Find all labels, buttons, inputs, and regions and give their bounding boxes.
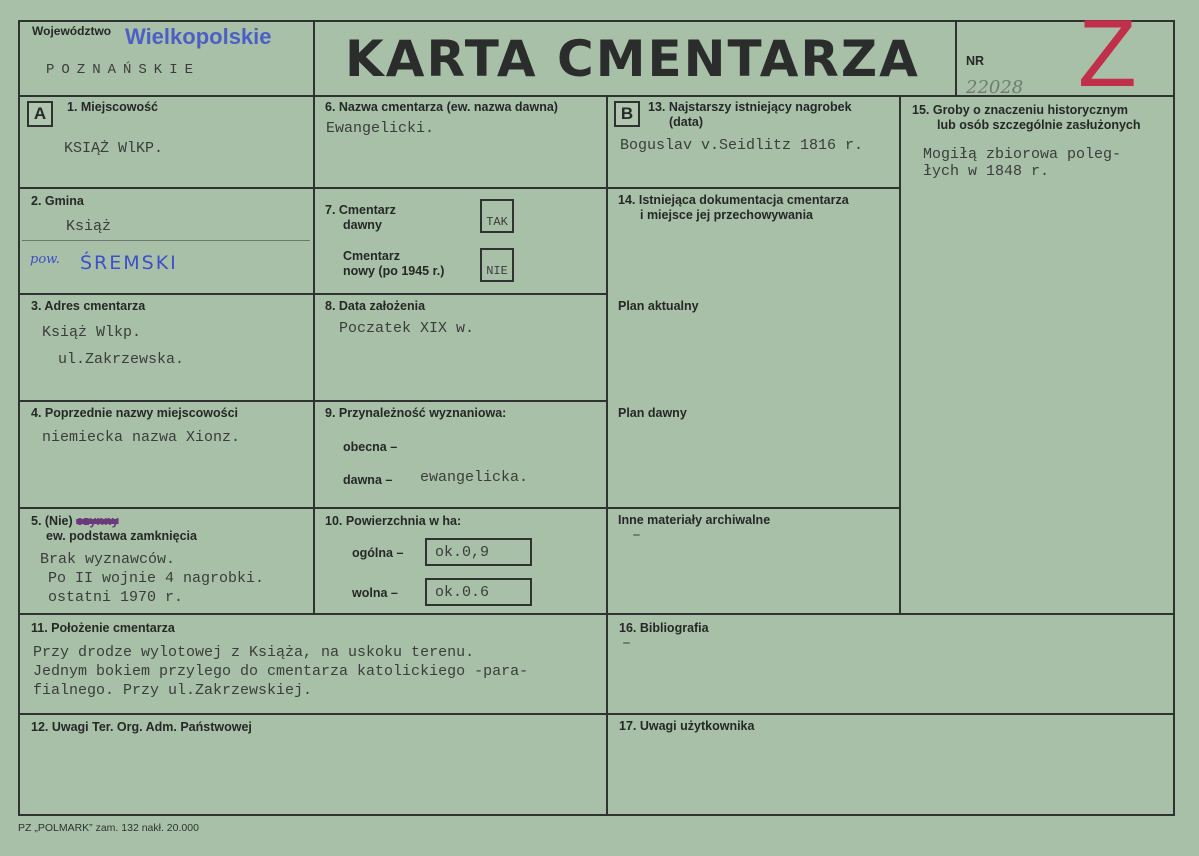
field-2-label: 2. Gmina <box>31 194 84 208</box>
wojewodztwo-label: Województwo <box>32 24 112 38</box>
field-8-label: 8. Data założenia <box>325 299 426 313</box>
field-6-value: Ewangelicki. <box>326 120 435 137</box>
field-12-label: 12. Uwagi Ter. Org. Adm. Państwowej <box>31 720 252 734</box>
divider <box>899 95 901 614</box>
divider <box>18 613 1175 615</box>
field-14-label-2: i miejsce jej przechowywania <box>640 208 813 222</box>
divider <box>18 400 608 402</box>
other-materials-value: – <box>632 527 642 544</box>
field-6-label: 6. Nazwa cmentarza (ew. nazwa dawna) <box>325 100 558 114</box>
field-5-label <box>31 514 119 529</box>
field-3-line: ul.Zakrzewska. <box>58 351 185 368</box>
field-11-label: 11. Położenie cmentarza <box>31 621 175 635</box>
divider <box>606 187 901 189</box>
frame-right <box>1173 20 1175 816</box>
divider <box>18 713 1175 715</box>
divider <box>22 240 310 241</box>
nr-label: NR <box>966 54 985 68</box>
field-3-label: 3. Adres cmentarza <box>31 299 146 313</box>
field-2-value: Książ <box>66 218 112 235</box>
field-10-label: 10. Powierzchnia w ha: <box>325 514 462 528</box>
field-5-label-struck: czynny <box>76 514 119 528</box>
frame-bottom <box>18 814 1175 816</box>
field-4-label: 4. Poprzednie nazwy miejscowości <box>31 406 239 420</box>
field-4-value: niemiecka nazwa Xionz. <box>42 429 241 446</box>
field-5-line: Po II wojnie 4 nagrobki. <box>48 570 265 587</box>
divider <box>313 20 315 96</box>
field-1-value: KSIĄŻ WlKP. <box>64 140 164 157</box>
area-free-field[interactable]: ok.0.6 <box>425 578 532 606</box>
letter-stamp: Z <box>1078 0 1137 107</box>
section-b-marker: B <box>614 101 640 127</box>
frame-top <box>18 20 1175 22</box>
field-11-line: fialnego. Przy ul.Zakrzewskiej. <box>33 682 313 699</box>
field-9-dawna-label: dawna – <box>343 473 393 487</box>
field-9-label: 9. Przynależność wyznaniowa: <box>325 406 507 420</box>
field-7-label-old-2: dawny <box>343 218 382 232</box>
plan-current-label: Plan aktualny <box>618 299 699 313</box>
field-5-line: Brak wyznawców. <box>40 551 176 568</box>
powiat-label: pow. <box>30 252 60 267</box>
plan-old-label: Plan dawny <box>618 406 687 420</box>
printer-imprint: PZ „POLMARK” zam. 132 nakł. 20.000 <box>18 822 199 834</box>
field-1-label: 1. Miejscowość <box>67 100 159 114</box>
field-7-label-new-2: nowy (po 1945 r.) <box>343 264 445 278</box>
field-9-obecna-label: obecna – <box>343 440 398 454</box>
section-a-marker: A <box>27 101 53 127</box>
field-5-label-prefix: 5. (Nie) <box>31 514 73 528</box>
powiat-value: ŚREMSKI <box>80 252 178 274</box>
cemetery-old-checkbox[interactable]: TAK <box>480 199 514 233</box>
field-5-line: ostatni 1970 r. <box>48 589 184 606</box>
field-16-value: – <box>622 635 632 652</box>
field-15-label-1: 15. Groby o znaczeniu historycznym <box>912 103 1129 117</box>
field-14-label-1: 14. Istniejąca dokumentacja cmentarza <box>618 193 849 207</box>
field-17-label: 17. Uwagi użytkownika <box>619 719 755 733</box>
field-15-label-2: lub osób szczególnie zasłużonych <box>937 118 1141 132</box>
divider <box>18 187 608 189</box>
field-15-line: Mogiłą zbiorowa poleg- <box>923 146 1122 163</box>
field-13-label-1: 13. Najstarszy istniejący nagrobek <box>648 100 852 114</box>
field-11-line: Jednym bokiem przylego do cmentarza katolickiego -para- <box>33 663 529 680</box>
field-13-value: Boguslav v.Seidlitz 1816 r. <box>620 137 864 154</box>
wojewodztwo-stamp: Wielkopolskie <box>125 24 272 49</box>
field-5-label-line2: ew. podstawa zamknięcia <box>46 529 197 543</box>
field-11-line: Przy drodze wylotowej z Książa, na uskoku terenu. <box>33 644 475 661</box>
divider <box>313 95 315 614</box>
divider <box>955 20 957 96</box>
wojewodztwo-typed: POZNAŃSKIE <box>46 62 201 78</box>
field-10-ogolna-label: ogólna – <box>352 546 404 560</box>
frame-left <box>18 20 20 816</box>
divider <box>18 507 608 509</box>
divider <box>606 507 901 509</box>
field-3-line: Książ Wlkp. <box>42 324 142 341</box>
field-7-label-old-1: 7. Cmentarz <box>325 203 396 217</box>
divider <box>18 293 608 295</box>
other-materials-label: Inne materiały archiwalne <box>618 513 771 527</box>
field-15-line: łych w 1848 r. <box>923 163 1050 180</box>
field-8-value: Poczatek XIX w. <box>339 320 475 337</box>
field-9-dawna-value: ewangelicka. <box>420 469 529 486</box>
field-13-label-2: (data) <box>669 115 704 129</box>
cemetery-new-checkbox[interactable]: NIE <box>480 248 514 282</box>
area-total-field[interactable]: ok.0,9 <box>425 538 532 566</box>
divider <box>606 95 608 814</box>
nr-value: 22028 <box>966 77 1024 98</box>
field-16-label: 16. Bibliografia <box>619 621 709 635</box>
field-7-label-new-1: Cmentarz <box>343 249 400 263</box>
page-title: KARTA CMENTARZA <box>345 30 920 88</box>
field-10-wolna-label: wolna – <box>352 586 398 600</box>
